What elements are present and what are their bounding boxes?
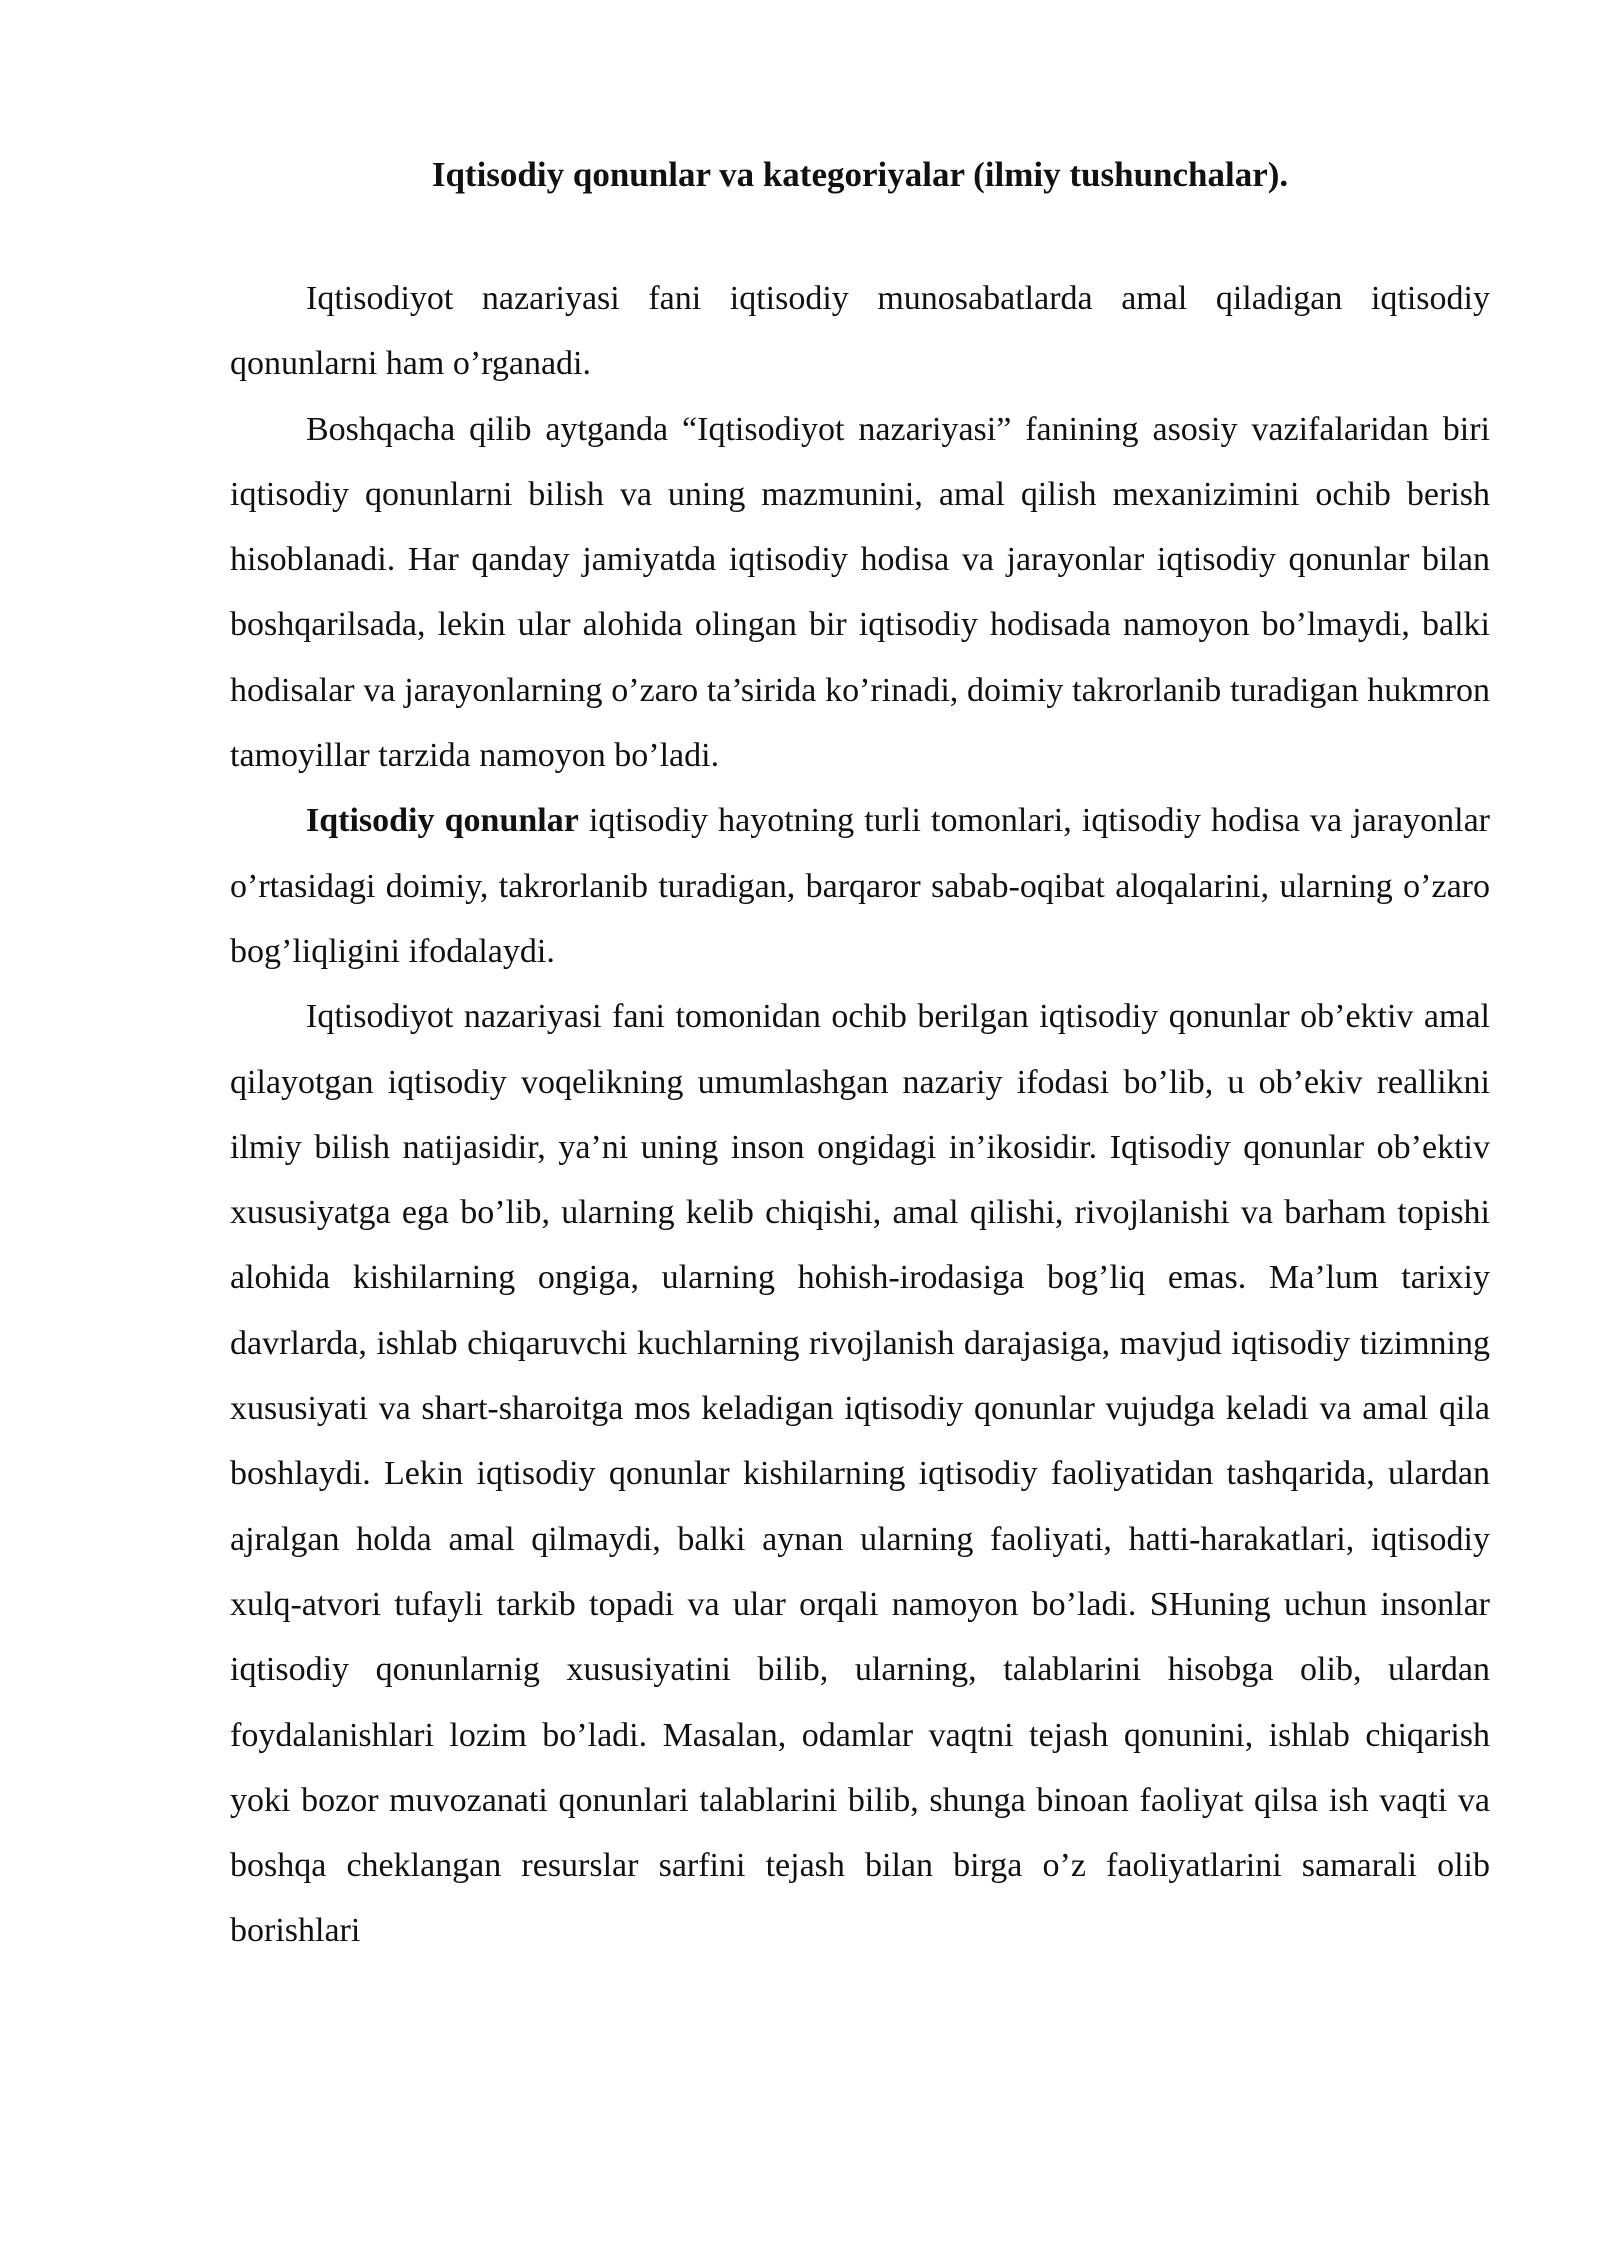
paragraph-4-text: Iqtisodiyot nazariyasi fani tomonidan ochib berilgan iqtisodiy qonunlar ob’ektiv amal qilayotgan iqtisodiy voqelikning umumlashgan nazariy ifodasi bo’lib, u ob’ekiv reallikni ilmiy bilish natijasidir, ya’ni uning inson ongidagi in’ikosidir. Iqtisodiy qonunlar ob’ektiv xususiyatga ega bo’lib, ularning kelib chiqishi, amal qilishi, rivojlanishi va barham topishi alohida kishilarning ongiga, ularning hohish-irodasiga bog’liq emas. Ma’lum tarixiy davrlarda, ishlab chiqaruvchi kuchlarning rivojlanish darajasiga, mavjud iqtisodiy tizimning xususiyati va shart-sharoitga mos keladigan iqtisodiy qonunlar vujudga keladi va amal qila boshlaydi. Lekin iqtisodiy qonunlar kishilarning iqtisodiy faoliyatidan tashqarida, ulardan ajralgan holda amal qilmaydi, balki aynan ularning faoliyati, hatti-harakatlari, iqtisodiy xulq-atvori tufayli tarkib topadi va ular orqali namoyon bo’ladi. SHuning uchun insonlar iqtisodiy qonunlarnig xususiyatini bilib, ularning, talablarini hisobga olib, ulardan foydalanishlari lozim bo’ladi. Masalan, odamlar vaqtni tejash qonunini, ishlab chiqarish yoki bozor muvozanati qonunlari talablarini bilib, shunga binoan faoliyat qilsa ish vaqti va boshqa cheklangan resurslar sarfini tejash bilan birga o’z faoliyatlarini samarali olib borishlari <box>230 998 1490 1950</box>
paragraph-3 <box>230 788 1490 984</box>
paragraph-2 <box>230 397 1490 789</box>
paragraph-2-text: Boshqacha qilib aytganda “Iqtisodiyot nazariyasi” fanining asosiy vazifalaridan biri iqtisodiy qonunlarni bilish va uning mazmunini, amal qilish mexanizimini ochib berish hisoblanadi. Har qanday jamiyatda iqtisodiy hodisa va jarayonlar iqtisodiy qonunlar bilan boshqarilsada, lekin ular alohida olingan bir iqtisodiy hodisada namoyon bo’lmaydi, balki hodisalar va jarayonlarning o’zaro ta’sirida ko’rinadi, doimiy takrorlanib turadigan hukmron tamoyillar tarzida namoyon bo’ladi. <box>230 410 1490 775</box>
document-page <box>230 150 1490 1964</box>
paragraph-4 <box>230 984 1490 1963</box>
document-title: Iqtisodiy qonunlar va kategoriyalar (ilmiy tushunchalar). <box>431 155 1289 194</box>
paragraph-3-text: iqtisodiy hayotning turli tomonlari, iqtisodiy hodisa va jarayonlar o’rtasidagi doimiy, takrorlanib turadigan, barqaror sabab-oqibat aloqalarini, ularning o’zaro bog’liqligini ifodalaydi. <box>230 802 1490 970</box>
paragraph-1 <box>230 266 1490 397</box>
bold-term: Iqtisodiy qonunlar <box>306 802 579 840</box>
document-body <box>230 266 1490 1964</box>
paragraph-1-text: Iqtisodiyot nazariyasi fani iqtisodiy munosabatlarda amal qiladigan iqtisodiy qonunlarni ham o’rganadi. <box>230 280 1490 383</box>
